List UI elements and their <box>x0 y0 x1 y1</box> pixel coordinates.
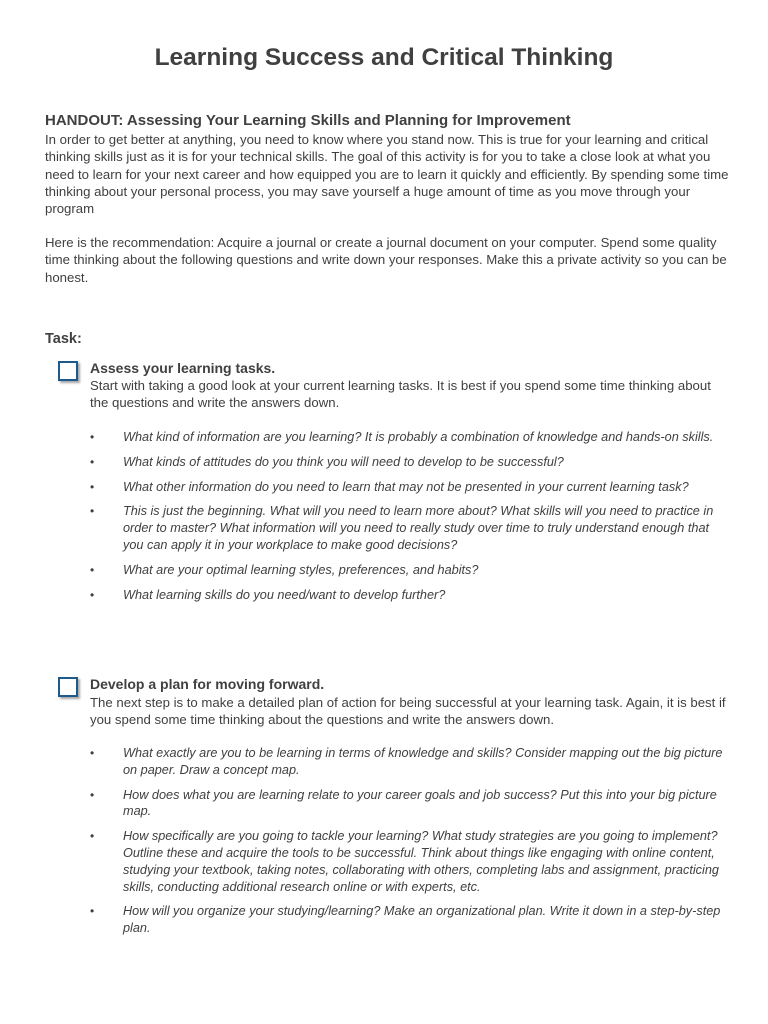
list-item <box>90 787 730 821</box>
list-item <box>90 479 730 496</box>
bullet-icon: • <box>90 587 95 602</box>
list-item-text: How does what you are learning relate to your career goals and job success? Put this into your big picture map. <box>123 787 717 819</box>
bullet-icon: • <box>90 454 95 469</box>
bullet-icon: • <box>90 479 95 494</box>
page-title: Learning Success and Critical Thinking <box>154 44 614 71</box>
bullet-icon: • <box>90 562 95 577</box>
list-item-text: What kind of information are you learning? It is probably a combination of knowledge and hands-on skills. <box>123 430 714 444</box>
list-item-text: What learning skills do you need/want to develop further? <box>123 587 446 602</box>
section-description-assess: Start with taking a good look at your current learning tasks. It is best if you spend some time thinking about the questions and write the answers down. <box>90 378 711 411</box>
task-label: Task: <box>45 331 82 347</box>
list-item-text: What exactly are you to be learning in terms of knowledge and skills? Consider mapping out the big picture on paper. Draw a concept map. <box>123 746 723 777</box>
list-item <box>90 587 730 604</box>
list-item <box>90 903 730 937</box>
bullet-icon: • <box>90 746 95 760</box>
handout-heading: HANDOUT: Assessing Your Learning Skills and Planning for Improvement <box>45 112 571 129</box>
list-item-text: What kinds of attitudes do you think you will need to develop to be successful? <box>123 454 564 469</box>
list-item-text: How will you organize your studying/learning? Make an organizational plan. Write it down in a step-by-step plan. <box>123 904 721 936</box>
list-item <box>90 454 730 471</box>
list-item <box>90 429 730 446</box>
bullet-icon: • <box>90 787 95 802</box>
section-description-plan: The next step is to make a detailed plan of action for being successful at your learning task. Again, it is best if you spend some time thinking about the questions and write the answers down. <box>90 695 726 728</box>
bullet-icon: • <box>90 904 95 919</box>
intro-paragraph: In order to get better at anything, you need to know where you stand now. This is true for your learning and critical thinking skills just as it is for your technical skills. The goal of this activity is for you to take a close look at what you need to learn for your next career and how equipped you are to learn it quickly and efficiently. By spending some time thinking about your personal process, you may save yourself a huge amount of time as you move through your program <box>45 132 729 217</box>
list-item <box>90 503 730 553</box>
list-item-text: What other information do you need to learn that may not be presented in your current learning task? <box>123 479 689 494</box>
list-item-text: How specifically are you going to tackle your learning? What study strategies are you going to implement? Outline these and acquire the tools to be successful. Think about things like engaging with online content, studying your textbook, taking notes, collaborating with others, completing labs and assignment, practicing skills, conducting additional research online or with experts, etc. <box>123 829 719 894</box>
assess-questions-list <box>90 429 730 611</box>
bullet-icon: • <box>90 504 95 519</box>
list-item <box>90 562 730 579</box>
plan-questions-list <box>90 745 730 945</box>
bullet-icon: • <box>90 430 95 444</box>
list-item-text: This is just the beginning. What will you need to learn more about? What skills will you need to practice in order to master? What information will you need to really study over time to truly understand enough that you can apply it in your workplace to make good decisions? <box>123 504 714 552</box>
list-item <box>90 828 730 895</box>
section-heading-assess: Assess your learning tasks. <box>90 360 276 376</box>
section-heading-plan: Develop a plan for moving forward. <box>90 676 325 692</box>
list-item-text: What are your optimal learning styles, preferences, and habits? <box>123 562 479 577</box>
list-item <box>90 745 730 779</box>
recommendation-paragraph: Here is the recommendation: Acquire a journal or create a journal document on your computer. Spend some quality time thinking about the following questions and write down your responses. Make this a private activity so you can be honest. <box>45 235 727 285</box>
assess-tasks-checkbox[interactable] <box>58 361 78 381</box>
develop-plan-checkbox[interactable] <box>58 677 78 697</box>
bullet-icon: • <box>90 829 95 844</box>
